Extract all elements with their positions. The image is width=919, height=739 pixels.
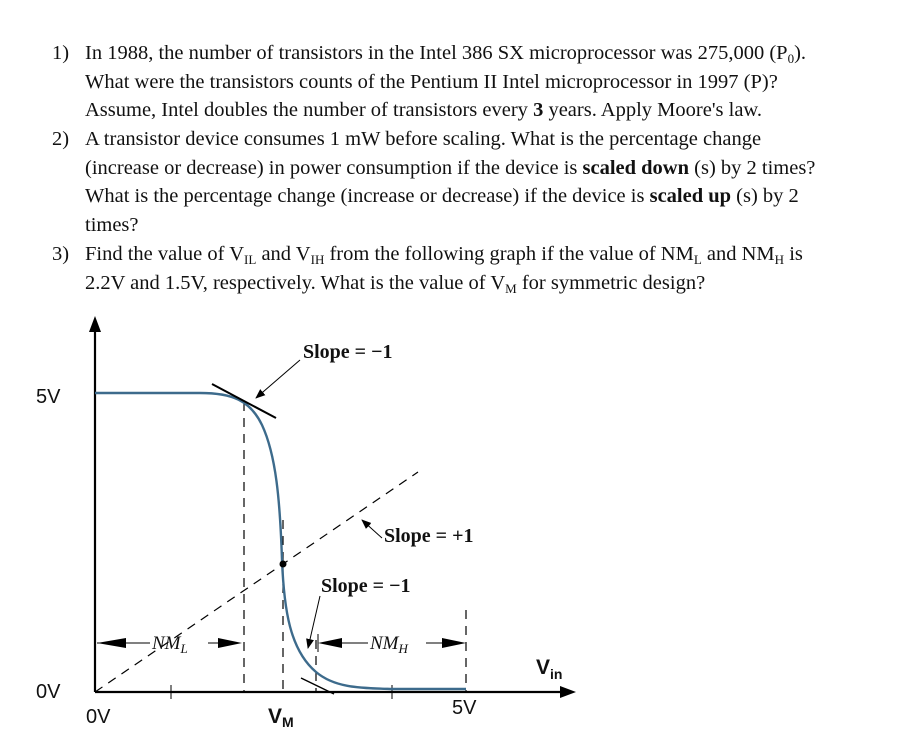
- question-1-number: 1): [52, 42, 70, 64]
- x-tick-label-5v: 5V: [452, 697, 477, 719]
- question-3-number: 3): [52, 243, 70, 265]
- slope-bottom-label: Slope = −1: [321, 575, 411, 597]
- y-tick-label-5v: 5V: [36, 386, 61, 408]
- nml-sub: L: [180, 641, 188, 656]
- subscript: IH: [310, 252, 325, 267]
- x-axis-arrow-icon: [560, 686, 576, 698]
- vm-main: V: [268, 705, 283, 728]
- xlabel-sub: in: [550, 666, 563, 682]
- nmh-main: NM: [370, 633, 399, 654]
- bold-text: scaled up: [649, 185, 732, 207]
- question-3-text: from the following graph if the value of NM: [324, 243, 694, 265]
- question-3-text: for symmetric design?: [516, 271, 706, 294]
- question-3-text: and NM: [701, 243, 775, 265]
- subscript: M: [505, 280, 517, 296]
- question-2-line-1: A transistor device consumes 1 mW before scaling. What is the percentage change: [85, 128, 762, 150]
- subscript: IL: [244, 252, 257, 267]
- nmh-label: [369, 633, 409, 656]
- vm-point: [280, 561, 287, 568]
- question-2-text: What is the percentage change (increase or decrease) if the device is: [85, 185, 650, 207]
- question-2-line-4: times?: [85, 213, 139, 236]
- subscript: L: [693, 252, 702, 267]
- subscript: H: [774, 252, 785, 267]
- question-3-text: and V: [256, 243, 311, 265]
- question-2-number: 2): [52, 128, 70, 150]
- vm-label: [268, 705, 294, 730]
- nml-arrowhead-right-icon: [218, 638, 242, 648]
- slope-top-arrow-icon: [256, 360, 300, 398]
- nmh-sub: H: [398, 641, 408, 656]
- slope-mid-label: Slope = +1: [384, 525, 474, 547]
- question-1-text: ).: [794, 42, 807, 64]
- bold-number: 3: [533, 99, 544, 121]
- question-1-text: years. Apply Moore's law.: [543, 99, 763, 121]
- question-1-line-2: What were the transistors counts of the Pentium II Intel microprocessor in 1997 (P)?: [85, 70, 778, 93]
- question-3-text: 2.2V and 1.5V, respectively. What is the value of V: [85, 271, 506, 294]
- question-2-text: (s) by 2: [731, 185, 799, 207]
- nml-label: [151, 633, 188, 656]
- nml-main: NM: [152, 633, 181, 654]
- y-axis-arrow-icon: [89, 316, 101, 332]
- vm-sub: M: [282, 714, 294, 730]
- question-2-text: (increase or decrease) in power consumption if the device is: [85, 156, 583, 179]
- question-3-text: Find the value of V: [85, 243, 245, 265]
- xlabel-main: V: [536, 656, 551, 679]
- y-tick-label-0v: 0V: [36, 681, 61, 703]
- question-1-text: In 1988, the number of transistors in the Intel 386 SX microprocessor was 275,000 (P: [85, 42, 788, 64]
- x-axis-label: [536, 656, 562, 682]
- slope-mid-arrow-icon: [362, 520, 382, 538]
- x-tick-label-0v: 0V: [86, 706, 111, 728]
- question-2-text: (s) by 2 times?: [689, 156, 816, 179]
- bold-text: scaled down: [582, 156, 690, 179]
- nmh-arrowhead-right-icon: [442, 638, 466, 648]
- question-1-text: Assume, Intel doubles the number of transistors every: [85, 99, 534, 121]
- subscript: 0: [787, 51, 795, 66]
- slope-top-label: Slope = −1: [303, 341, 393, 363]
- question-3-text: is: [784, 243, 803, 265]
